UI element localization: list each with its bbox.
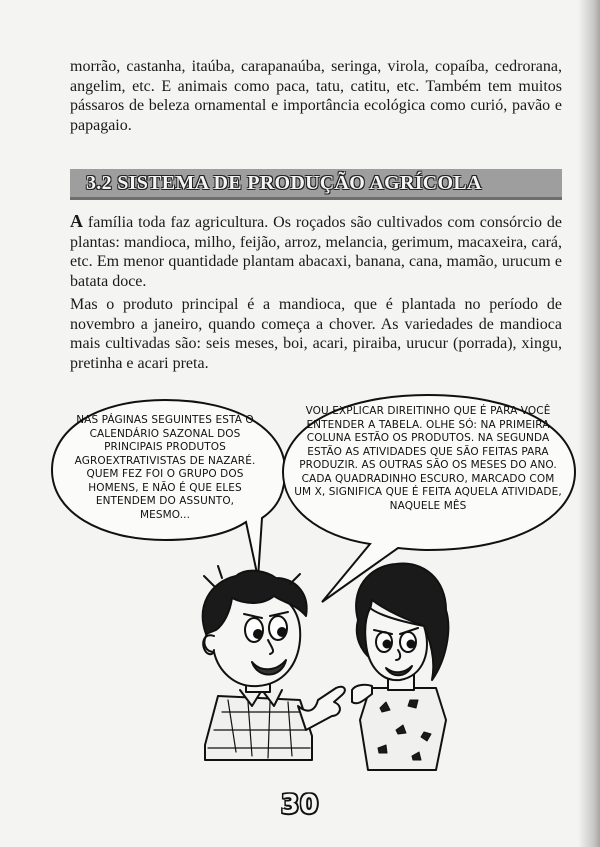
drop-cap: A <box>70 211 83 231</box>
section-paragraph-1-text: família toda faz agricultura. Os roçados são cultivados com consórcio de plantas: mandioca, milho, feijão, arroz, melancia, gerimum, macaxeira, cará, etc. Em menor quantidade plantam abacaxi, banana, cana, mamão, urucum e batata doce. <box>70 214 562 290</box>
section-heading: 3.2 SISTEMA DE PRODUÇÃO AGRÍCOLA <box>86 172 482 194</box>
boy-speech-text: NAS PÁGINAS SEGUINTES ESTÁ O CALENDÁRIO SAZONAL DOS PRINCIPAIS PRODUTOS AGROEXTRATIVISTAS DE NAZARÉ. QUEM FEZ FOI O GRUPO DOS HOMENS, E NÃO É QUE ELES ENTENDEM DO ASSUNTO, MESMO... <box>74 414 256 521</box>
girl-speech-text: VOU EXPLICAR DIREITINHO QUE É PARA VOCÊ ENTENDER A TABELA. OLHE SÓ: NA PRIMEIRA COLUNA ESTÃO OS PRODUTOS. NA SEGUNDA ESTÃO AS ATIVIDADES QUE SÃO FEITAS PARA PRODUZIR. AS OUTRAS SÃO OS MESES DO ANO. CADA QUADRADINHO ESCURO, MARCADO COM UM X, SIGNIFICA QUE É FEITA AQUELA ATIVIDADE, NAQUELE MÊS <box>294 405 562 512</box>
boy-character <box>203 566 345 760</box>
girl-character <box>352 563 448 770</box>
page-number: 30 <box>280 790 320 820</box>
section-paragraph-2: Mas o produto principal é a mandioca, que é plantada no período de novembro a janeiro, quando começa a chover. As variedades de mandioca mais cultivadas são: seis meses, boi, acari, piraiba, urucur (porrada), xingu, pretinha e acari preta. <box>70 296 562 372</box>
intro-paragraph: morrão, castanha, itaúba, carapanaúba, seringa, virola, copaíba, cedrorana, angelim, etc. E animais como paca, tatu, catitu, etc. Também tem muitos pássaros de beleza ornamental e importância ecológica como curió, pavão e papagaio. <box>70 58 562 134</box>
